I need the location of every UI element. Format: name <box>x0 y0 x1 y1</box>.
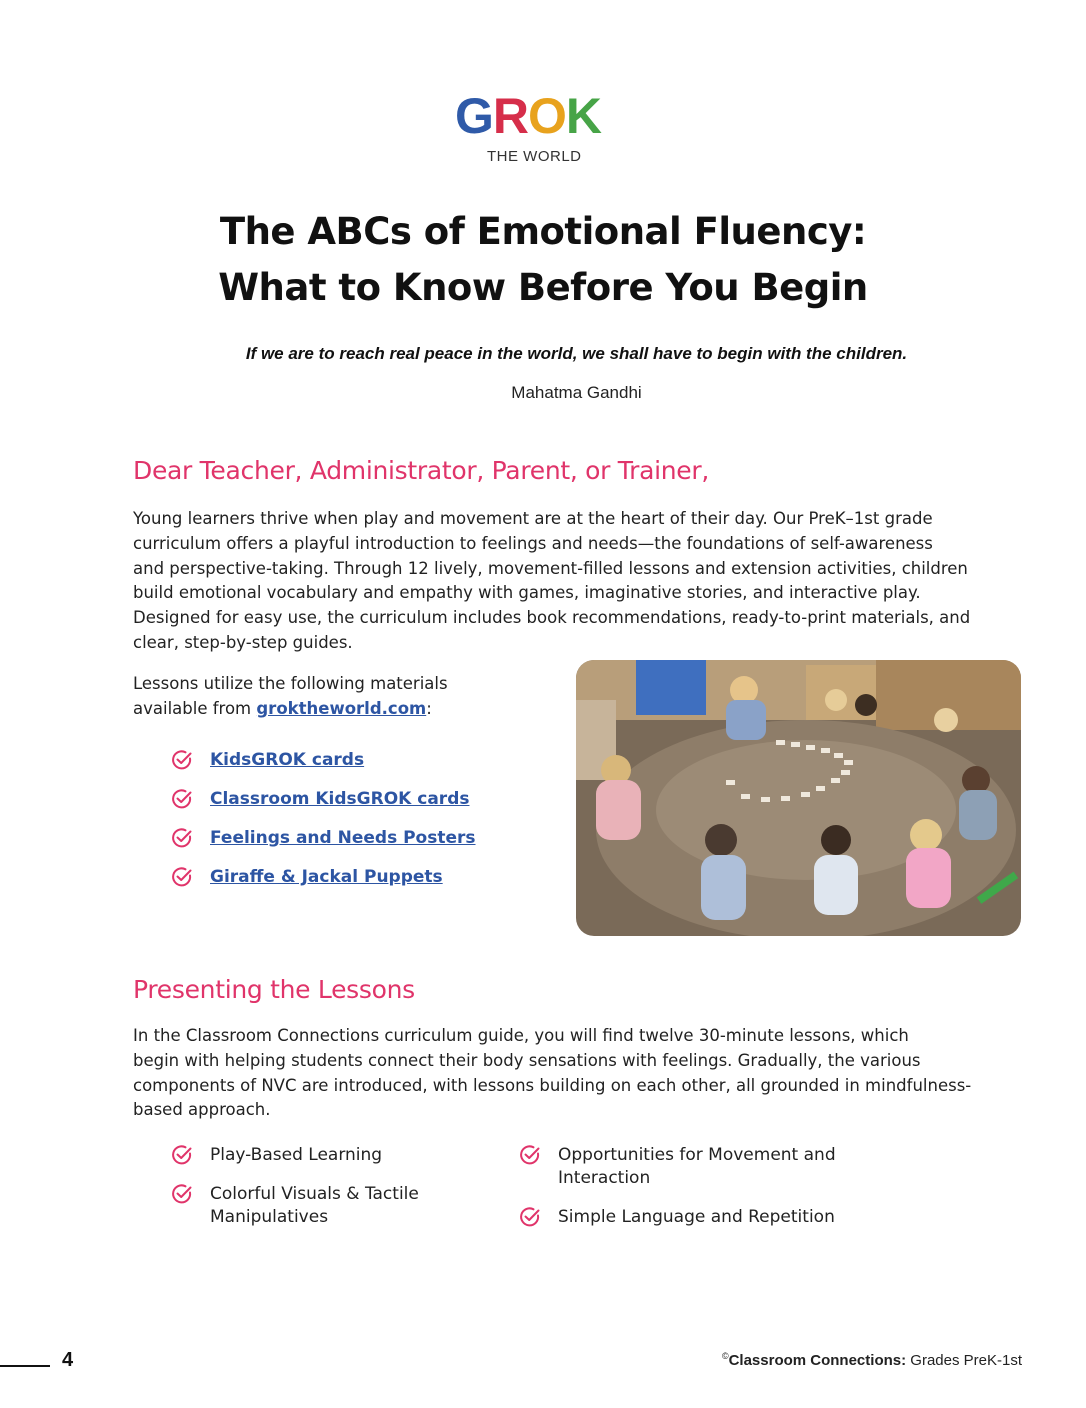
footer-grades: Grades PreK-1st <box>906 1352 1022 1369</box>
title-line-1: The ABCs of Emotional Fluency: <box>219 210 867 253</box>
page-number: 4 <box>62 1349 74 1371</box>
intro-line: curriculum offers a playful introduction to feelings and needs—the foundations of self-awareness <box>133 533 933 553</box>
feelings-needs-posters-link[interactable]: Feelings and Needs Posters <box>210 828 476 848</box>
feature-colorful-visuals <box>210 1183 419 1229</box>
presenting-line: In the Classroom Connections curriculum guide, you will find twelve 30-minute lessons, which <box>133 1026 909 1045</box>
logo-letter-o: O <box>528 88 566 144</box>
logo-subtitle: THE WORLD <box>487 148 582 165</box>
feature-play-based: Play-Based Learning <box>210 1145 383 1165</box>
title-line-2: What to Know Before You Begin <box>218 266 868 309</box>
feature-line: Colorful Visuals & Tactile <box>210 1184 419 1204</box>
intro-line: and perspective-taking. Through 12 lively, movement-filled lessons and extension activities, children <box>133 558 968 578</box>
materials-prefix: available from <box>133 698 257 718</box>
logo-letter-r: R <box>492 88 529 144</box>
giraffe-jackal-puppets-link[interactable]: Giraffe & Jackal Puppets <box>210 867 443 887</box>
feature-simple-language: Simple Language and Repetition <box>558 1207 835 1227</box>
presenting-paragraph <box>133 1024 1033 1123</box>
quote-author: Mahatma Gandhi <box>511 383 642 402</box>
intro-line: Designed for easy use, the curriculum includes book recommendations, ready-to-print materials, and <box>133 608 971 628</box>
classroom-photo <box>576 660 1021 936</box>
footer-credit <box>722 1351 1022 1369</box>
presenting-line: begin with helping students connect their body sensations with feelings. Gradually, the various <box>133 1050 921 1070</box>
logo-letter-g: G <box>455 88 493 144</box>
materials-line-1: Lessons utilize the following materials <box>133 674 448 693</box>
check-circle-icon <box>171 749 193 771</box>
intro-line: clear, step-by-step guides. <box>133 632 353 652</box>
check-circle-icon <box>171 788 193 810</box>
materials-line-2 <box>133 697 553 722</box>
logo-letter-k: K <box>565 88 602 144</box>
materials-intro <box>133 672 553 722</box>
materials-suffix: : <box>426 698 432 718</box>
check-circle-icon <box>171 866 193 888</box>
check-circle-icon <box>519 1206 541 1228</box>
footer-rule <box>0 1365 50 1367</box>
classroom-kidsgrok-cards-link[interactable]: Classroom KidsGROK cards <box>210 789 470 809</box>
page-title <box>0 204 1086 316</box>
feature-line: Manipulatives <box>210 1207 329 1227</box>
presenting-heading: Presenting the Lessons <box>133 975 415 1004</box>
check-circle-icon <box>519 1144 541 1166</box>
presenting-line: components of NVC are introduced, with lessons building on each other, all grounded in mindfulness- <box>133 1075 972 1095</box>
intro-line: build emotional vocabulary and empathy with games, imaginative stories, and interactive play. <box>133 583 921 603</box>
presenting-line: based approach. <box>133 1100 271 1120</box>
check-circle-icon <box>171 1144 193 1166</box>
footer-brand: Classroom Connections: <box>728 1352 907 1369</box>
copyright-symbol: © <box>721 1351 729 1361</box>
quote-text: If we are to reach real peace in the world, we shall have to begin with the children. <box>245 344 908 363</box>
feature-line: Interaction <box>558 1168 651 1188</box>
kidsgrok-cards-link[interactable]: KidsGROK cards <box>210 750 365 770</box>
check-circle-icon <box>171 827 193 849</box>
grok-logo <box>455 86 635 168</box>
logo-wordmark <box>455 86 601 146</box>
groktheworld-link[interactable]: groktheworld.com <box>256 698 427 718</box>
intro-heading: Dear Teacher, Administrator, Parent, or Trainer, <box>133 456 709 485</box>
intro-line: Young learners thrive when play and movement are at the heart of their day. Our PreK–1st grade <box>133 509 933 528</box>
check-circle-icon <box>171 1183 193 1205</box>
feature-movement <box>558 1144 836 1190</box>
feature-line: Opportunities for Movement and <box>558 1145 836 1165</box>
intro-paragraph <box>133 507 1033 656</box>
